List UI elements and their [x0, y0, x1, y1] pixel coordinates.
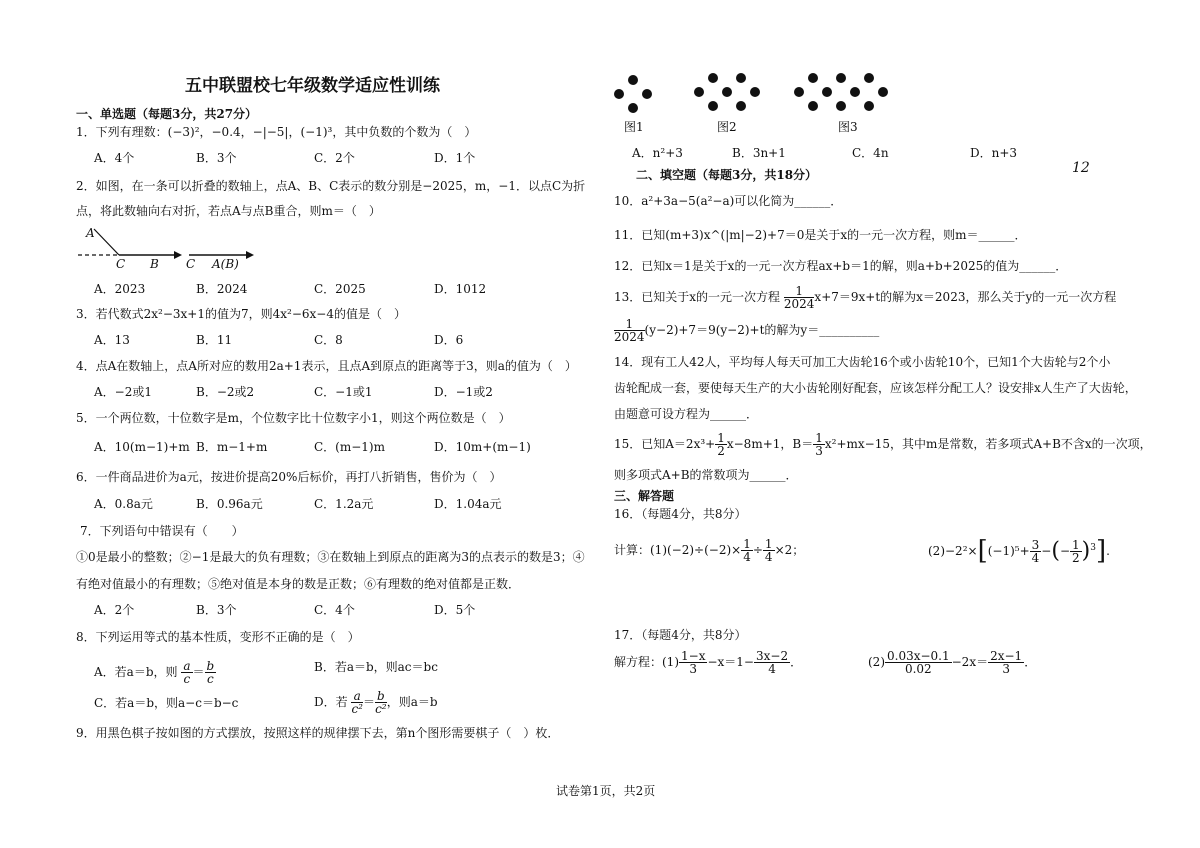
q7-opt-d: D．5个 — [434, 603, 476, 617]
q5-opt-d: D．10m+(m−1) — [434, 440, 531, 454]
q15-line1: 15．已知A＝2x³+ $\frac{1}{2}$ x−8m+1，B＝ $\frac{1}{3}$ x²+mx−15，其中m是常数，若多项式A+B不含x的一次项， — [614, 431, 1152, 458]
q4-opt-c: C．−1或1 — [314, 385, 373, 399]
q9-opt-d: D．n+3 — [970, 146, 1018, 160]
handwritten-mark: 12 — [1072, 160, 1090, 176]
q16-p2-fraction-2: $\frac{1}{2}$ — [1072, 538, 1080, 566]
q3-opt-c: C．8 — [314, 333, 343, 347]
q11: 11．已知(m+3)x^(|m|−2)+7＝0是关于x的一元一次方程，则m＝______． — [614, 228, 1027, 242]
q8-opt-a-fraction-left: $\frac{a}{c}$ — [183, 659, 191, 686]
q8-stem: 8．下列运用等式的基本性质，变形不正确的是（ ） — [76, 630, 360, 644]
page-title: 五中联盟校七年级数学适应性训练 — [185, 76, 440, 96]
q16-head: 16．（每题4分，共8分） — [614, 507, 747, 521]
q6-opt-c: C．1.2a元 — [314, 497, 374, 511]
q2-label-a: A — [86, 226, 95, 240]
q7-opt-a: A．2个 — [94, 603, 135, 617]
q16-p2-fraction-1: $\frac{3}{4}$ — [1031, 538, 1040, 566]
q8-opt-b: B．若a＝b，则ac＝bc — [314, 660, 438, 674]
q4-opt-b: B．−2或2 — [196, 385, 255, 399]
q2-stem-line2: 点，将此数轴向右对折，若点A与点B重合，则m＝（ ） — [76, 204, 381, 218]
q1-opt-a: A．4个 — [94, 151, 135, 165]
section-single-choice: 一、单选题（每题3分，共27分） — [76, 107, 258, 121]
q13-line2: $\frac{1}{2024}$ (y−2)+7＝9(y−2)+t的解为y＝__________ — [614, 317, 880, 344]
q1-opt-b: B．3个 — [196, 151, 237, 165]
q5-opt-c: C．(m−1)m — [314, 440, 385, 454]
section-answer: 三、解答题 — [614, 489, 675, 503]
q6-stem: 6．一件商品进价为a元，按进价提高20%后标价，再打八折销售，售价为（ ） — [76, 470, 502, 484]
q16-p1-fraction-2: $\frac{1}{4}$ — [764, 537, 773, 564]
q5-stem: 5．一个两位数，十位数字是m，个位数字比十位数字小1，则这个两位数是（ ） — [76, 411, 511, 425]
q12: 12．已知x＝1是关于x的一元一次方程ax+b＝1的解，则a+b+2025的值为______． — [614, 259, 1068, 273]
q3-stem: 3．若代数式2x²−3x+1的值为7，则4x²−6x−4的值是（ ） — [76, 307, 406, 321]
q2-opt-b: B．2024 — [196, 282, 248, 296]
q4-opt-d: D．−1或2 — [434, 385, 493, 399]
q7-statements-line1: ①0是最小的整数；②−1是最大的负有理数；③在数轴上到原点的距离为3的点表示的数是3；④ — [76, 550, 585, 564]
q10: 10．a²+3a−5(a²−a)可以化简为______． — [614, 194, 843, 208]
fig-label-3: 图3 — [838, 120, 858, 134]
q8-opt-a: A．若a＝b，则 $\frac{a}{c}$ ＝ $\frac{b}{c}$ — [94, 659, 215, 686]
q3-opt-d: D．6 — [434, 333, 464, 347]
q15-fraction-1: $\frac{1}{2}$ — [717, 431, 725, 458]
q6-opt-b: B．0.96a元 — [196, 497, 263, 511]
q5-opt-b: B．m−1+m — [196, 440, 268, 454]
q5-opt-a: A．10(m−1)+m — [94, 440, 190, 454]
q7-statements-line2: 有绝对值最小的有理数；⑤绝对值是本身的数是正数；⑥有理数的绝对值都是正数． — [76, 577, 521, 591]
q17-p1-fraction-1: $\frac{1-x}{3}$ — [681, 649, 706, 676]
q8-opt-d-fraction-left: $\frac{a}{\text{c²}}$ — [351, 689, 363, 716]
q2-opt-c: C．2025 — [314, 282, 366, 296]
q17-part2: (2) $\frac{0.03x-0.1}{0.02}$ −2x＝ $\frac{2x-1}{3}$ ． — [868, 649, 1037, 676]
q2-label-b: B — [150, 257, 159, 271]
q17-p2-fraction-1: $\frac{0.03x-0.1}{0.02}$ — [887, 649, 950, 676]
q1-stem: 1．下列有理数：(−3)²，−0.4，−|−5|，(−1)³，其中负数的个数为（ ） — [76, 125, 477, 139]
q9-opt-a: A．n²+3 — [632, 146, 683, 160]
q16-part2: (2)−2²×[(−1)⁵+ $\frac{3}{4}$ −(− $\frac{1}{2}$ )$^3$]. — [928, 536, 1110, 566]
q7-stem: 7．下列语句中错误有（ ） — [80, 524, 244, 538]
q17-p2-fraction-2: $\frac{2x-1}{3}$ — [990, 649, 1023, 676]
q17-head: 17．（每题4分，共8分） — [614, 628, 747, 642]
q8-opt-a-fraction-right: $\frac{b}{c}$ — [206, 659, 215, 686]
q8-opt-d-fraction-right: $\frac{b}{\text{c²}}$ — [375, 689, 387, 716]
q13-line1: 13．已知关于x的一元一次方程 $\frac{1}{2024}$ x+7＝9x+t的解为x＝2023，那么关于y的一元一次方程 — [614, 284, 1117, 311]
q1-opt-c: C．2个 — [314, 151, 355, 165]
fig-label-1: 图1 — [624, 120, 644, 134]
q2-stem-line1: 2．如图，在一条可以折叠的数轴上，点A、B、C表示的数分别是−2025，m，−1．以点C为折 — [76, 179, 586, 193]
q7-opt-b: B．3个 — [196, 603, 237, 617]
q14-line1: 14．现有工人42人，平均每人每天可加工大齿轮16个或小齿轮10个，已知1个大齿轮与2个小 — [614, 355, 1111, 369]
q3-opt-b: B．11 — [196, 333, 233, 347]
q4-stem: 4．点A在数轴上，点A所对应的数用2a+1表示，且点A到原点的距离等于3，则a的值为（ ） — [76, 359, 577, 373]
q14-line3: 由题意可设方程为______． — [614, 407, 759, 421]
q14-line2: 齿轮配成一套，要使每天生产的大小齿轮刚好配套，应该怎样分配工人？设安排x人生产了大齿轮， — [614, 381, 1137, 395]
q17-part1: 解方程：(1) $\frac{1-x}{3}$ −x＝1− $\frac{3x-2}{4}$ ． — [614, 649, 803, 676]
q6-opt-a: A．0.8a元 — [94, 497, 153, 511]
q8-opt-c: C．若a＝b，则a−c＝b−c — [94, 696, 239, 710]
fig-label-2: 图2 — [717, 120, 737, 134]
q8-opt-d: D．若 $\frac{a}{\text{c²}}$ ＝ $\frac{b}{\text{c²}}$ ，则a＝b — [314, 689, 438, 716]
q7-opt-c: C．4个 — [314, 603, 355, 617]
q9-stem: 9．用黑色棋子按如图的方式摆放，按照这样的规律摆下去，第n个图形需要棋子（ ）枚． — [76, 726, 560, 740]
q16-p1-fraction-1: $\frac{1}{4}$ — [743, 537, 751, 564]
q2-label-ab: A(B) — [212, 257, 239, 271]
q16-part1: 计算：(1)(−2)÷(−2)× $\frac{1}{4}$ ÷ $\frac{1}{4}$ ×2； — [614, 537, 805, 564]
q13-fraction-1: $\frac{1}{2024}$ — [783, 284, 815, 311]
q2-label-c2: C — [186, 257, 196, 271]
q4-opt-a: A．−2或1 — [94, 385, 152, 399]
q2-label-c1: C — [116, 257, 126, 271]
q2-opt-d: D．1012 — [434, 282, 487, 296]
q9-opt-b: B．3n+1 — [732, 146, 786, 160]
q17-p1-fraction-2: $\frac{3x-2}{4}$ — [755, 649, 789, 676]
q2-opt-a: A．2023 — [94, 282, 146, 296]
q1-opt-d: D．1个 — [434, 151, 476, 165]
q15-line2: 则多项式A+B的常数项为______． — [614, 468, 798, 482]
q3-opt-a: A．13 — [94, 333, 130, 347]
q15-fraction-2: $\frac{1}{3}$ — [815, 431, 823, 458]
q13-fraction-2: $\frac{1}{2024}$ — [614, 317, 645, 344]
q6-opt-d: D．1.04a元 — [434, 497, 502, 511]
q9-opt-c: C．4n — [852, 146, 889, 160]
page-footer: 试卷第1页，共2页 — [556, 784, 656, 798]
section-fill-in: 二、填空题（每题3分，共18分） — [636, 168, 818, 182]
